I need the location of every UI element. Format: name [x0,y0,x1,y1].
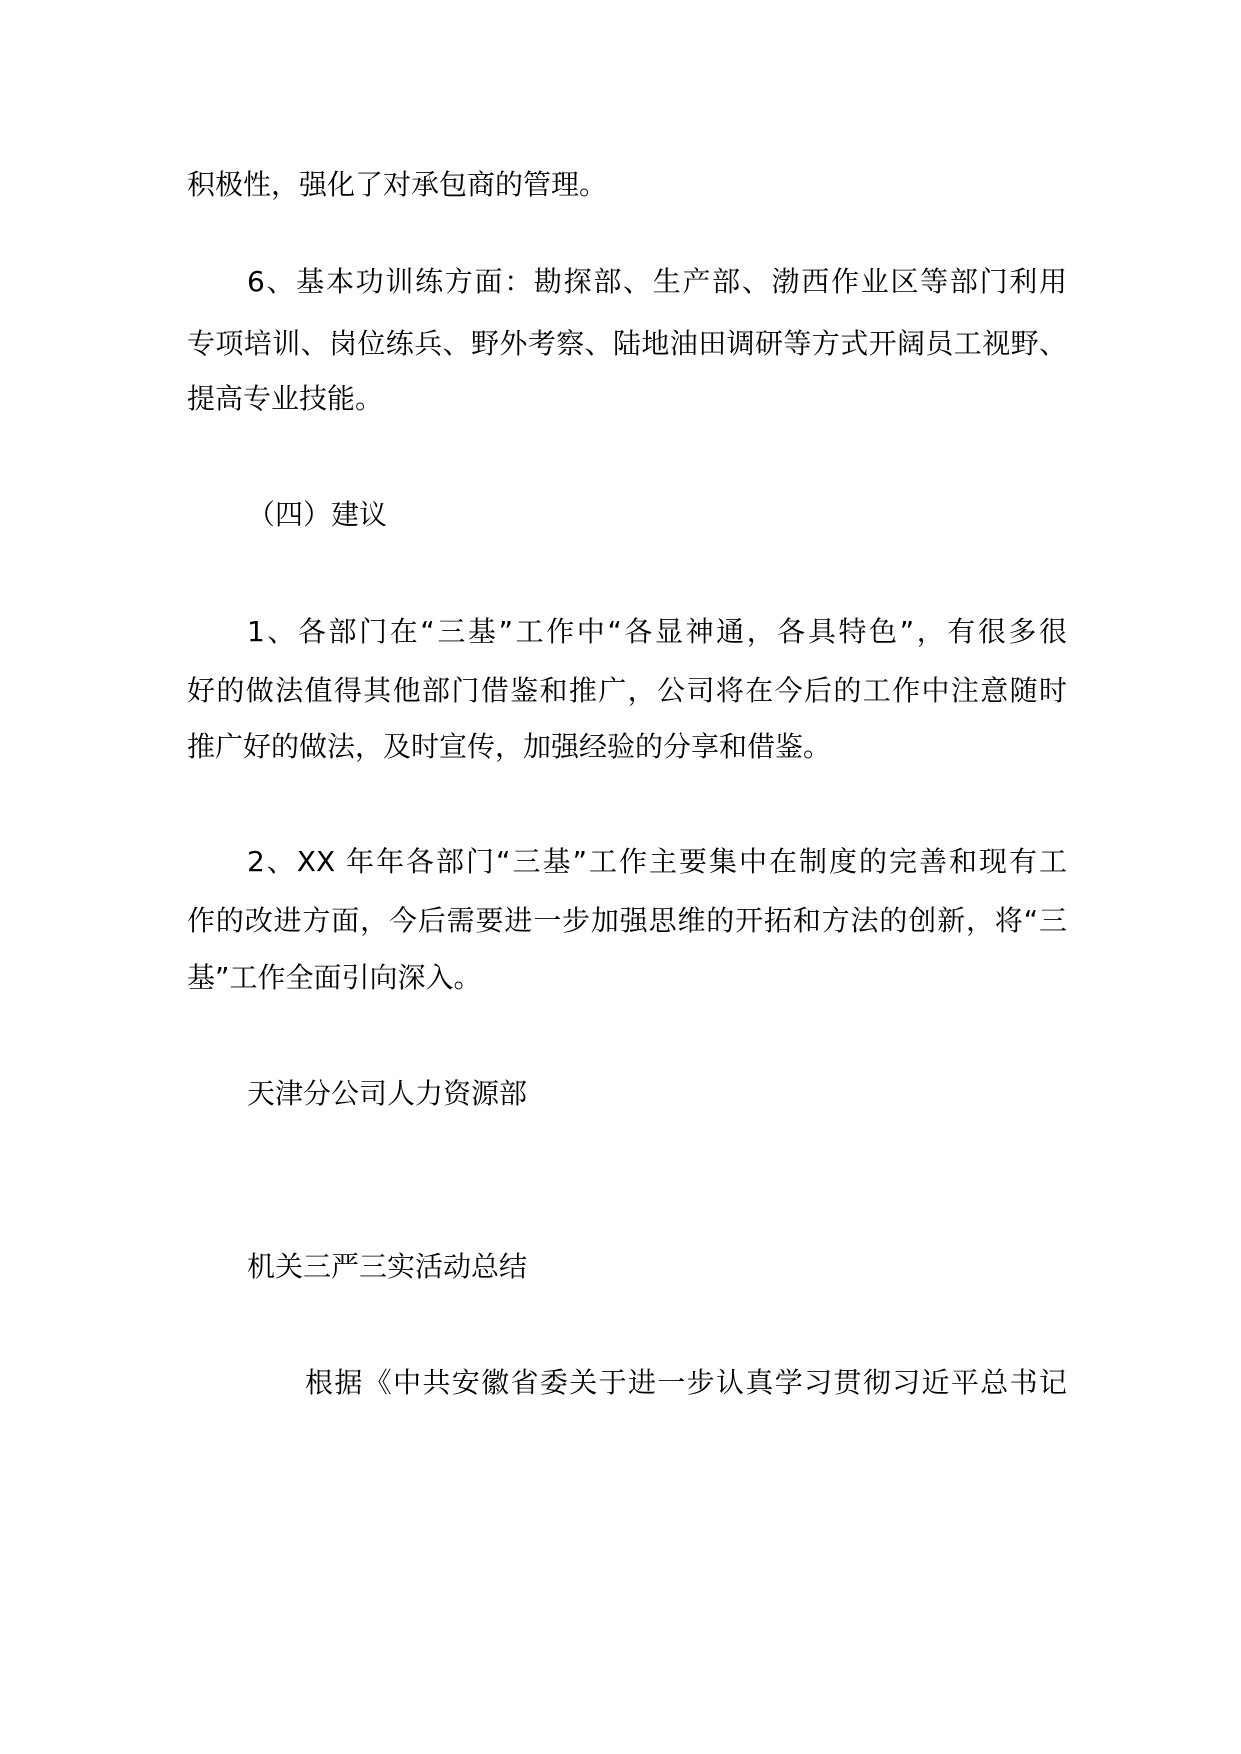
document-title: 机关三严三实活动总结 [247,1250,528,1283]
section-heading: （四）建议 [247,498,388,531]
paragraph-line: 基”工作全面引向深入。 [187,961,482,994]
paragraph-line: 作的改进方面，今后需要进一步加强思维的开拓和方法的创新，将“三 [187,904,1067,937]
paragraph-line: 1、各部门在“三基”工作中“各显神通，各具特色”，有很多很 [247,615,1067,648]
paragraph-line: 根据《中共安徽省委关于进一步认真学习贯彻习近平总书记 [305,1366,1067,1399]
department-signature: 天津分公司人力资源部 [247,1077,528,1110]
paragraph-line: 提高专业技能。 [187,382,384,415]
paragraph-line: 6、基本功训练方面：勘探部、生产部、渤西作业区等部门利用 [247,265,1067,298]
paragraph-line: 推广好的做法，及时宣传，加强经验的分享和借鉴。 [187,730,832,763]
paragraph-line: 好的做法值得其他部门借鉴和推广，公司将在今后的工作中注意随时 [187,674,1067,707]
paragraph-line: 专项培训、岗位练兵、野外考察、陆地油田调研等方式开阔员工视野、 [187,327,1067,360]
paragraph-line: 积极性，强化了对承包商的管理。 [187,168,608,201]
paragraph-line: 2、XX 年年各部门“三基”工作主要集中在制度的完善和现有工 [247,845,1067,878]
